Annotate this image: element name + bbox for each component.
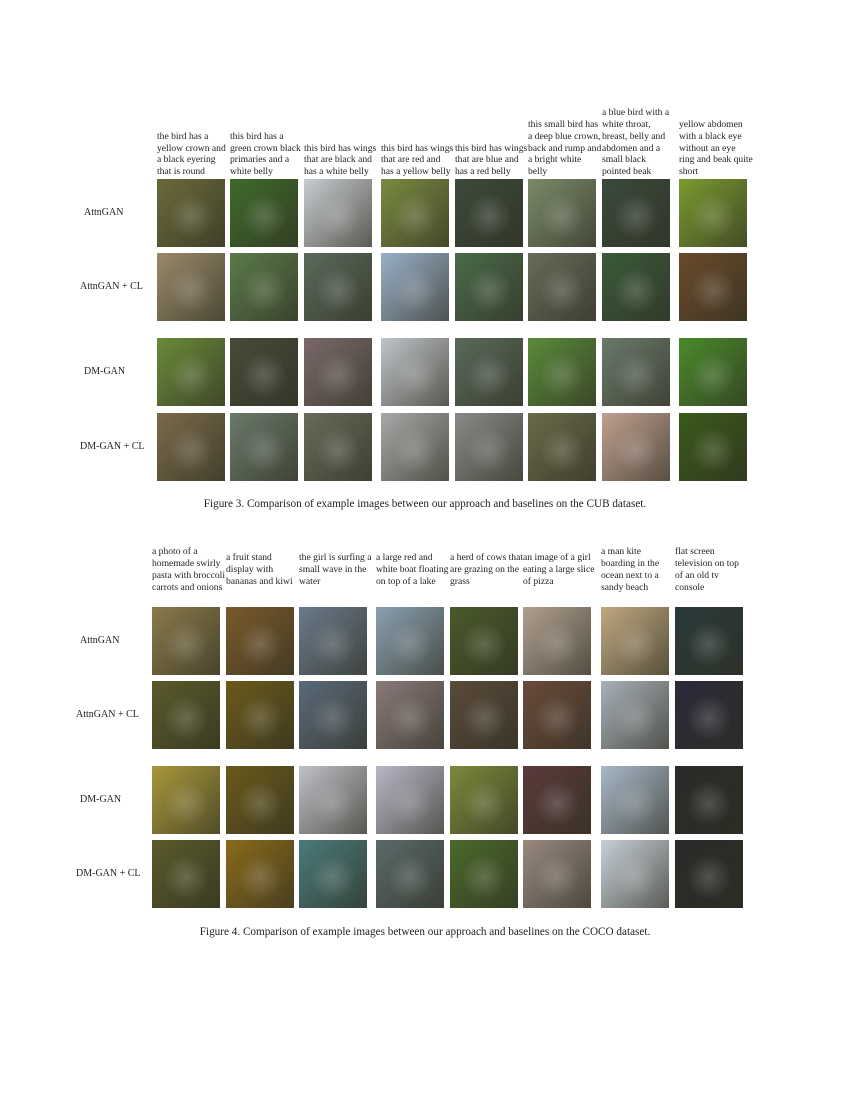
generated-image-attngan-cl bbox=[226, 681, 294, 749]
figure-4-caption: Figure 4. Comparison of example images between our approach and baselines on the COCO dataset. bbox=[199, 926, 651, 938]
generated-image-attngan-cl bbox=[450, 681, 518, 749]
generated-image-dmgan bbox=[304, 338, 372, 406]
generated-image-dmgan-cl bbox=[226, 840, 294, 908]
generated-image-dmgan-cl bbox=[376, 840, 444, 908]
generated-image-dmgan-cl bbox=[381, 413, 449, 481]
row-label-dmgan-cl: DM-GAN + CL bbox=[76, 868, 141, 879]
generated-image-attngan-cl bbox=[304, 253, 372, 321]
generated-image-dmgan bbox=[152, 766, 220, 834]
generated-image-attngan-cl bbox=[523, 681, 591, 749]
text-prompt bbox=[152, 544, 226, 596]
text-prompt bbox=[602, 108, 676, 178]
text-prompt bbox=[601, 544, 675, 596]
row-label-dmgan: DM-GAN bbox=[84, 366, 126, 377]
text-prompt-label: a photo of a homemade swirly pasta with broccoli carrots and onions bbox=[152, 546, 225, 593]
text-prompt bbox=[675, 544, 749, 596]
text-prompt-label: yellow abdomen with a black eye without an eye ring and beak quite short bbox=[679, 119, 753, 178]
generated-image-dmgan bbox=[528, 338, 596, 406]
generated-image-attngan bbox=[602, 179, 670, 247]
text-prompt-label: the bird has a yellow crown and a black eyering that is round bbox=[157, 130, 226, 178]
text-prompt bbox=[679, 108, 753, 178]
text-prompt bbox=[157, 108, 231, 178]
generated-image-attngan bbox=[299, 607, 367, 675]
generated-image-dmgan-cl bbox=[523, 840, 591, 908]
generated-image-attngan bbox=[523, 607, 591, 675]
text-prompt bbox=[381, 108, 455, 178]
text-prompt-label: this bird has a green crown black primaries and a white belly bbox=[230, 130, 301, 178]
row-label-attngan: AttnGAN bbox=[80, 635, 120, 646]
generated-image-attngan-cl bbox=[376, 681, 444, 749]
text-prompt-label: a large red and white boat floating on top of a lake bbox=[376, 552, 449, 587]
text-prompt-label: a herd of cows that are grazing on the grass bbox=[450, 552, 523, 587]
text-prompt-label: a blue bird with a white throat, breast, belly and abdomen and a small black pointed beak bbox=[602, 107, 670, 178]
generated-image-dmgan bbox=[376, 766, 444, 834]
generated-image-dmgan-cl bbox=[601, 840, 669, 908]
generated-image-attngan bbox=[304, 179, 372, 247]
generated-image-attngan bbox=[157, 179, 225, 247]
generated-image-dmgan bbox=[523, 766, 591, 834]
text-prompt-label: this bird has wings that are blue and has a red belly bbox=[455, 142, 528, 178]
generated-image-attngan bbox=[601, 607, 669, 675]
generated-image-attngan bbox=[226, 607, 294, 675]
generated-image-attngan-cl bbox=[230, 253, 298, 321]
row-label-attngan-cl: AttnGAN + CL bbox=[76, 709, 139, 720]
text-prompt bbox=[376, 544, 450, 596]
generated-image-attngan-cl bbox=[455, 253, 523, 321]
generated-image-dmgan-cl bbox=[675, 840, 743, 908]
generated-image-dmgan-cl bbox=[299, 840, 367, 908]
row-label-attngan: AttnGAN bbox=[84, 207, 124, 218]
generated-image-attngan-cl bbox=[152, 681, 220, 749]
generated-image-dmgan bbox=[299, 766, 367, 834]
generated-image-dmgan bbox=[157, 338, 225, 406]
generated-image-dmgan bbox=[230, 338, 298, 406]
text-prompt-label: a fruit stand display with bananas and kiwi bbox=[226, 552, 293, 587]
generated-image-dmgan bbox=[226, 766, 294, 834]
generated-image-attngan-cl bbox=[679, 253, 747, 321]
text-prompt bbox=[523, 544, 597, 596]
text-prompt bbox=[528, 108, 602, 178]
generated-image-dmgan-cl bbox=[528, 413, 596, 481]
row-label-attngan-cl: AttnGAN + CL bbox=[80, 281, 143, 292]
generated-image-dmgan bbox=[602, 338, 670, 406]
text-prompt bbox=[226, 544, 300, 596]
generated-image-dmgan-cl bbox=[455, 413, 523, 481]
generated-image-dmgan-cl bbox=[602, 413, 670, 481]
generated-image-attngan bbox=[675, 607, 743, 675]
generated-image-dmgan-cl bbox=[157, 413, 225, 481]
text-prompt bbox=[299, 544, 373, 596]
generated-image-attngan-cl bbox=[675, 681, 743, 749]
generated-image-attngan-cl bbox=[602, 253, 670, 321]
generated-image-dmgan bbox=[455, 338, 523, 406]
generated-image-attngan bbox=[528, 179, 596, 247]
generated-image-dmgan bbox=[679, 338, 747, 406]
generated-image-dmgan-cl bbox=[450, 840, 518, 908]
text-prompt-label: the girl is surfing a small wave in the water bbox=[299, 552, 372, 587]
generated-image-attngan-cl bbox=[528, 253, 596, 321]
generated-image-dmgan-cl bbox=[304, 413, 372, 481]
figure-3-caption: Figure 3. Comparison of example images between our approach and baselines on the CUB dataset. bbox=[203, 498, 647, 510]
row-label-dmgan: DM-GAN bbox=[80, 794, 122, 805]
text-prompt-label: this small bird has a deep blue crown, back and rump and a bright white belly bbox=[528, 119, 602, 178]
generated-image-dmgan-cl bbox=[230, 413, 298, 481]
text-prompt-label: this bird has wings that are red and has a yellow belly bbox=[381, 142, 454, 178]
text-prompt-label: a man kite boarding in the ocean next to a sandy beach bbox=[601, 546, 660, 593]
generated-image-attngan bbox=[376, 607, 444, 675]
generated-image-attngan bbox=[381, 179, 449, 247]
generated-image-dmgan bbox=[601, 766, 669, 834]
generated-image-attngan bbox=[455, 179, 523, 247]
text-prompt bbox=[304, 108, 378, 178]
text-prompt-label: flat screen television on top of an old tv console bbox=[675, 546, 739, 593]
generated-image-dmgan bbox=[450, 766, 518, 834]
generated-image-dmgan bbox=[381, 338, 449, 406]
generated-image-attngan-cl bbox=[299, 681, 367, 749]
generated-image-dmgan-cl bbox=[679, 413, 747, 481]
text-prompt bbox=[230, 108, 304, 178]
generated-image-attngan bbox=[230, 179, 298, 247]
generated-image-dmgan-cl bbox=[152, 840, 220, 908]
generated-image-attngan bbox=[152, 607, 220, 675]
text-prompt-label: this bird has wings that are black and has a white belly bbox=[304, 142, 377, 178]
text-prompt-label: an image of a girl eating a large slice of pizza bbox=[523, 552, 595, 587]
generated-image-attngan bbox=[450, 607, 518, 675]
text-prompt bbox=[455, 108, 529, 178]
generated-image-attngan-cl bbox=[381, 253, 449, 321]
generated-image-attngan-cl bbox=[601, 681, 669, 749]
row-label-dmgan-cl: DM-GAN + CL bbox=[80, 441, 145, 452]
text-prompt bbox=[450, 544, 524, 596]
generated-image-attngan bbox=[679, 179, 747, 247]
generated-image-dmgan bbox=[675, 766, 743, 834]
generated-image-attngan-cl bbox=[157, 253, 225, 321]
